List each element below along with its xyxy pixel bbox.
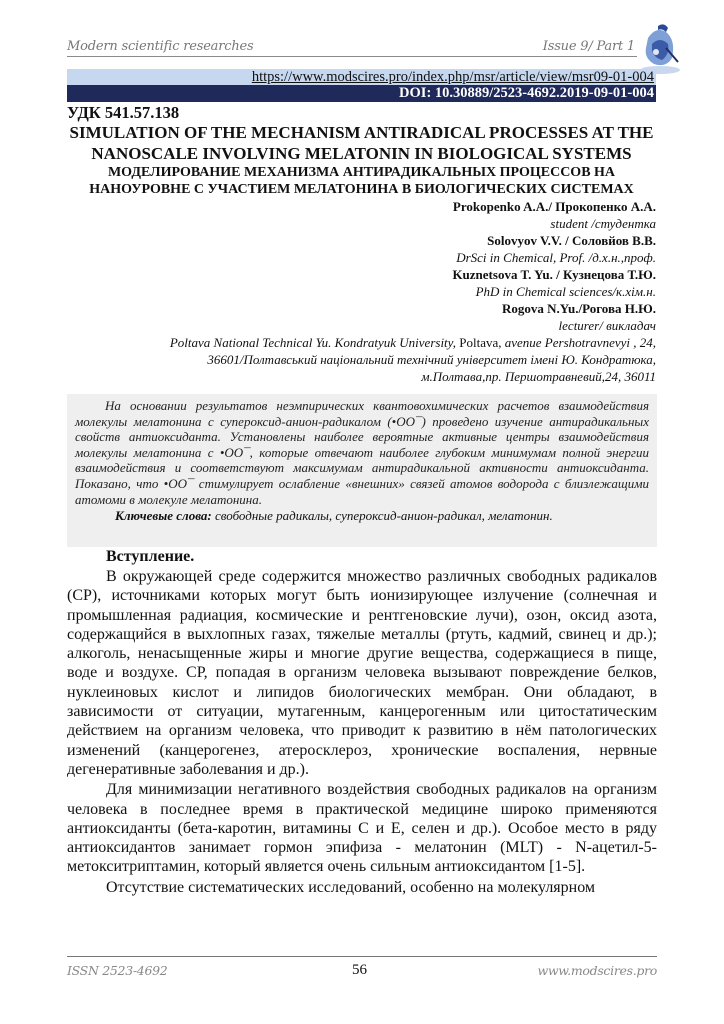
author-role: PhD in Chemical sciences/к.хім.н.	[475, 284, 656, 299]
university-name: Poltava National Technical Yu. Kondratyuk University,	[169, 335, 456, 350]
author-name: Kuznetsova T. Yu. / Кузнецова Т.Ю.	[452, 267, 656, 282]
abstract-text: На основании результатов неэмпирических квантовохимических расчетов взаимодействия молекулы мелатонина с супероксид-анион-радикалом (•OO¯) проведено изучение антирадикальных свойств антиоксиданта. Установлены наиболее вероятные активные центры взаимодействия молекулы мелатонина с •OO¯, которые отвечают наиболее глубоким минимумам полной энергии взаимодействия и соответствуют максимумам антирадикальной активности антиоксиданта. Показано, что •OO¯ стимулирует ослабление «внешних» связей атомов водорода с близлежащими атомоми в молекуле мелатонина.	[75, 398, 649, 507]
affiliation-line-1	[90, 334, 656, 351]
author-name: Solovyov V.V. / Соловйов В.В.	[487, 233, 656, 248]
author-role: DrSci in Chemical, Prof. /д.х.н.,проф.	[456, 250, 656, 265]
title-russian: МОДЕЛИРОВАНИЕ МЕХАНИЗМА АНТИРАДИКАЛЬНЫХ ПРОЦЕССОВ НА НАНОУРОВНЕ С УЧАСТИЕМ МЕЛАТОНИНА В БИОЛОГИЧЕСКИХ СИСТЕМАХ	[89, 165, 634, 197]
author-name: Rogova N.Yu./Рогова Н.Ю.	[502, 301, 656, 316]
abstract-box	[67, 394, 657, 547]
footer-divider	[67, 956, 657, 957]
udk-code: УДК 541.57.138	[67, 103, 180, 122]
body-text	[67, 567, 657, 897]
journal-name: Modern scientific researches	[67, 39, 254, 54]
paragraph: Отсутствие систематических исследований, особенно на молекулярном	[106, 878, 596, 896]
issue-label: Issue 9/ Part 1	[542, 39, 635, 54]
street-address: avenue Pershotravnevyi , 24,	[504, 335, 656, 350]
keywords-list: свободные радикалы, супероксид-анион-радикал, мелатонин.	[211, 508, 553, 524]
article-url-bar	[67, 69, 656, 85]
paragraph: Для минимизации негативного воздействия свободных радикалов на организм человека в последнее время в практической медицине широко применяются антиоксиданты (бета-каротин, витамины С и Е, селен и др.). Особое место в ряду антиоксидантов занимает гормон эпифиза - мелатонин (MLT) - N-ацетил-5-метокситриптамин, который является очень сильным антиоксидантом [1-5].	[67, 781, 657, 876]
author-role: student /студентка	[550, 216, 656, 231]
running-header	[67, 36, 637, 57]
footer-website[interactable]: www.modscires.pro	[537, 963, 657, 978]
paragraph: В окружающей среде содержится множество различных свободных радикалов (СР), источниками которых могут быть ионизирующее излучение (солнечная и промышленная радиация, космические и рентгеновские лучи), озон, оксид азота, содержащийся в выхлопных газах, тяжелые металлы (ртуть, кадмий, свинец и др.); алкоголь, ненасыщенные жиры и многие другие вещества, содержащиеся в пище, воде и воздухе. СР, попадая в организм человека вызывают повреждение белков, нуклеиновых кислот и липидов биологических мембран. Они обладают, в зависимости от ситуации, мутагенным, канцерогенным или цитостатическим действием на организм человека, что приводит к развитию в нём патологических изменений (канцерогенез, атеросклероз, хронические воспаления, нервные дегенеративные заболевания и др.).	[67, 568, 657, 778]
doi-bar	[67, 85, 656, 102]
page-number: 56	[352, 962, 367, 978]
author-list	[90, 198, 656, 385]
issn: ISSN 2523-4692	[67, 963, 168, 978]
doi-text: DOI: 10.30889/2523-4692.2019-09-01-004	[399, 85, 654, 101]
keywords-label: Ключевые слова:	[115, 508, 212, 524]
keywords	[67, 507, 657, 524]
section-heading: Вступление.	[106, 548, 195, 565]
author-name: Prokopenko A.A./ Прокопенко А.А.	[452, 199, 656, 214]
city-name: Poltava,	[455, 335, 505, 350]
title-english: SIMULATION OF THE MECHANISM ANTIRADICAL PROCESSES AT THE NANOSCALE INVOLVING MELATONIN IN BIOLOGICAL SYSTEMS	[69, 123, 654, 163]
article-url-link[interactable]: https://www.modscires.pro/index.php/msr/article/view/msr09-01-004	[251, 69, 654, 85]
affiliation	[90, 334, 656, 385]
affiliation-line-3: м.Полтава,пр. Першотравневий,24, 36011	[421, 369, 656, 384]
affiliation-line-2: 36601/Полтавський національний технічний університет імені Ю. Кондратюка,	[207, 352, 656, 367]
author-role: lecturer/ викладач	[558, 318, 656, 333]
